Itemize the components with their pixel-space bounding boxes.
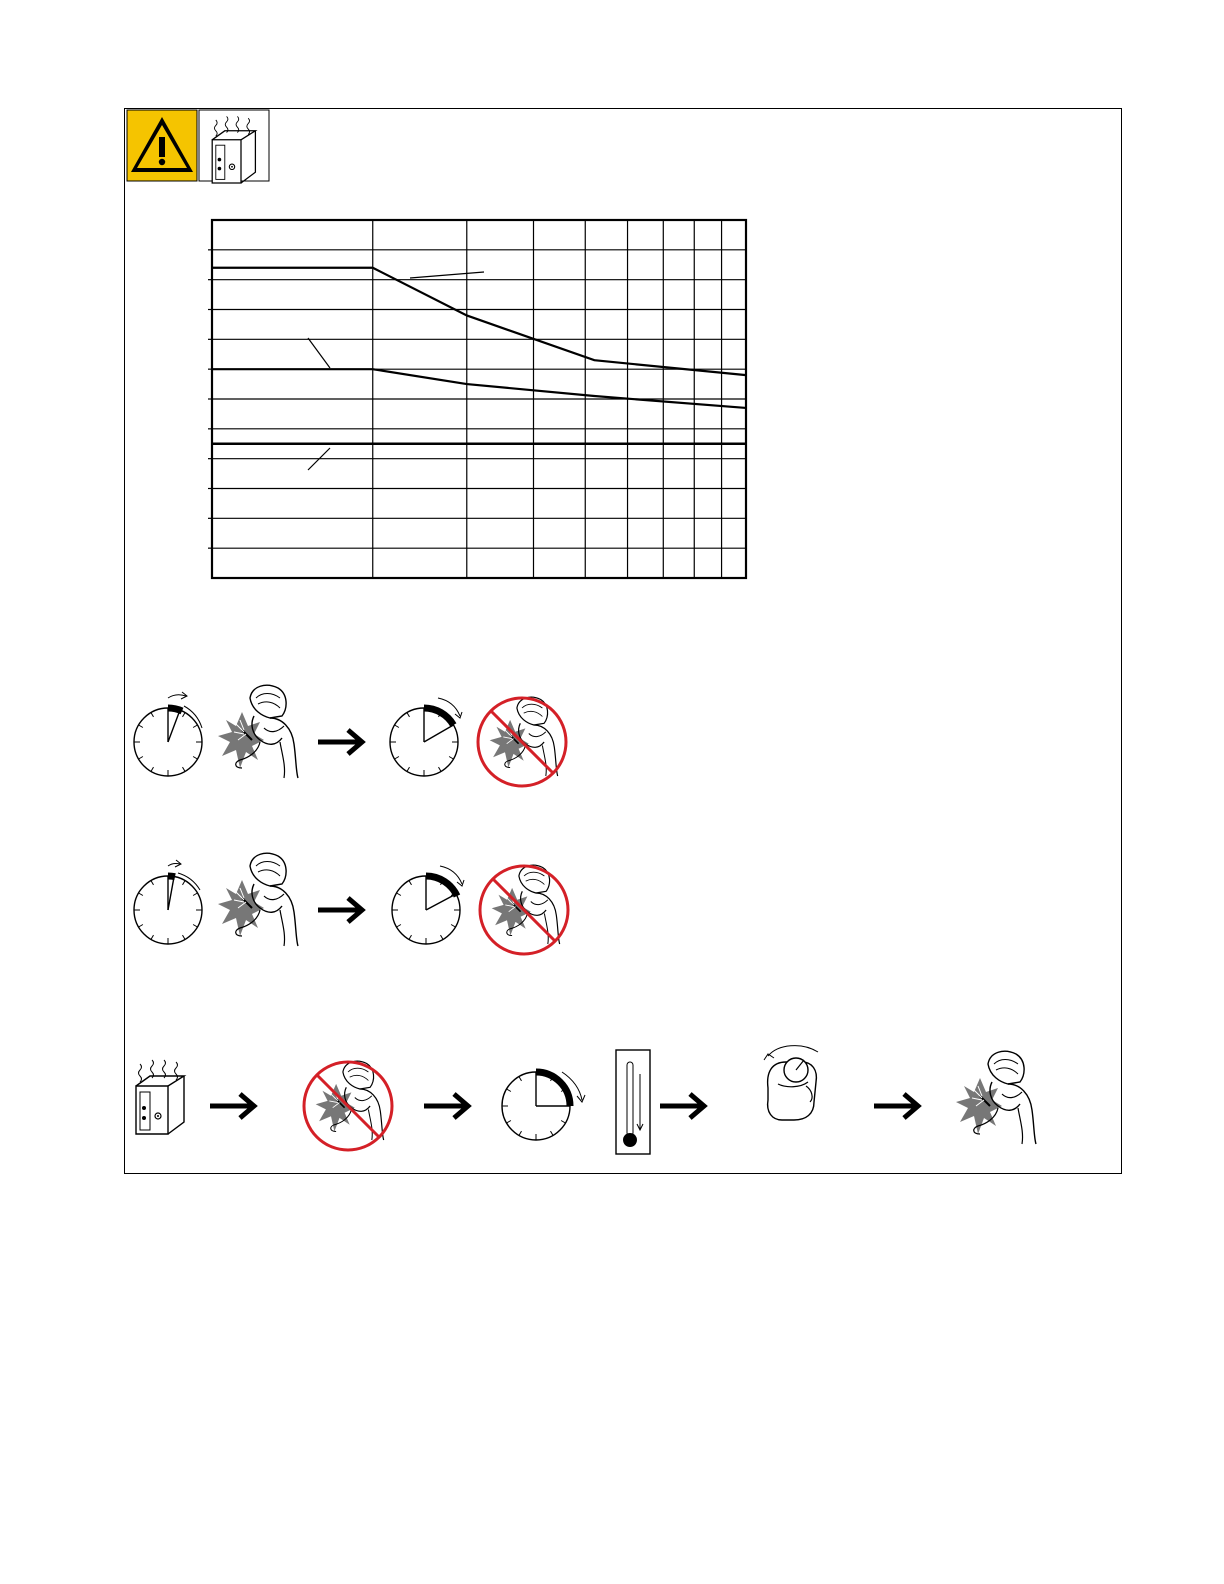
stopwatch-rest-icon	[390, 698, 462, 776]
no-welding-icon	[304, 1061, 392, 1150]
arrow-right-icon	[874, 1094, 918, 1118]
overheating-machine-icon	[199, 110, 269, 183]
thermometer-cooling-icon	[616, 1050, 650, 1154]
stopwatch-shorter-weld-icon	[134, 860, 202, 944]
sequence-duty-cycle-60	[128, 690, 588, 790]
arrow-right-icon	[318, 730, 362, 754]
welder-working-icon	[956, 1051, 1036, 1144]
welder-working-icon	[218, 685, 298, 778]
sequence-overheating-recovery	[128, 1020, 1068, 1160]
chart-leader-line	[410, 272, 484, 278]
stopwatch-short-weld-icon	[134, 692, 202, 776]
arrow-right-icon	[210, 1094, 254, 1118]
no-welding-icon	[478, 697, 566, 786]
chart-series-line-1	[212, 268, 746, 375]
arrow-right-icon	[424, 1094, 468, 1118]
duty-cycle-chart	[200, 210, 760, 590]
stopwatch-longer-rest-icon	[392, 866, 464, 944]
no-welding-icon	[480, 865, 568, 954]
stopwatch-wait-icon	[502, 1072, 585, 1140]
arrow-right-icon	[660, 1094, 704, 1118]
chart-series-line-2	[212, 369, 746, 408]
header-icons	[127, 110, 272, 182]
reduce-setting-knob-icon	[764, 1046, 818, 1120]
chart-leader-line	[308, 338, 330, 368]
sequence-duty-cycle-30	[128, 858, 588, 958]
warning-triangle-icon	[127, 110, 197, 181]
arrow-right-icon	[318, 898, 362, 922]
welder-working-icon	[218, 853, 298, 946]
overheating-machine-icon	[136, 1060, 184, 1134]
